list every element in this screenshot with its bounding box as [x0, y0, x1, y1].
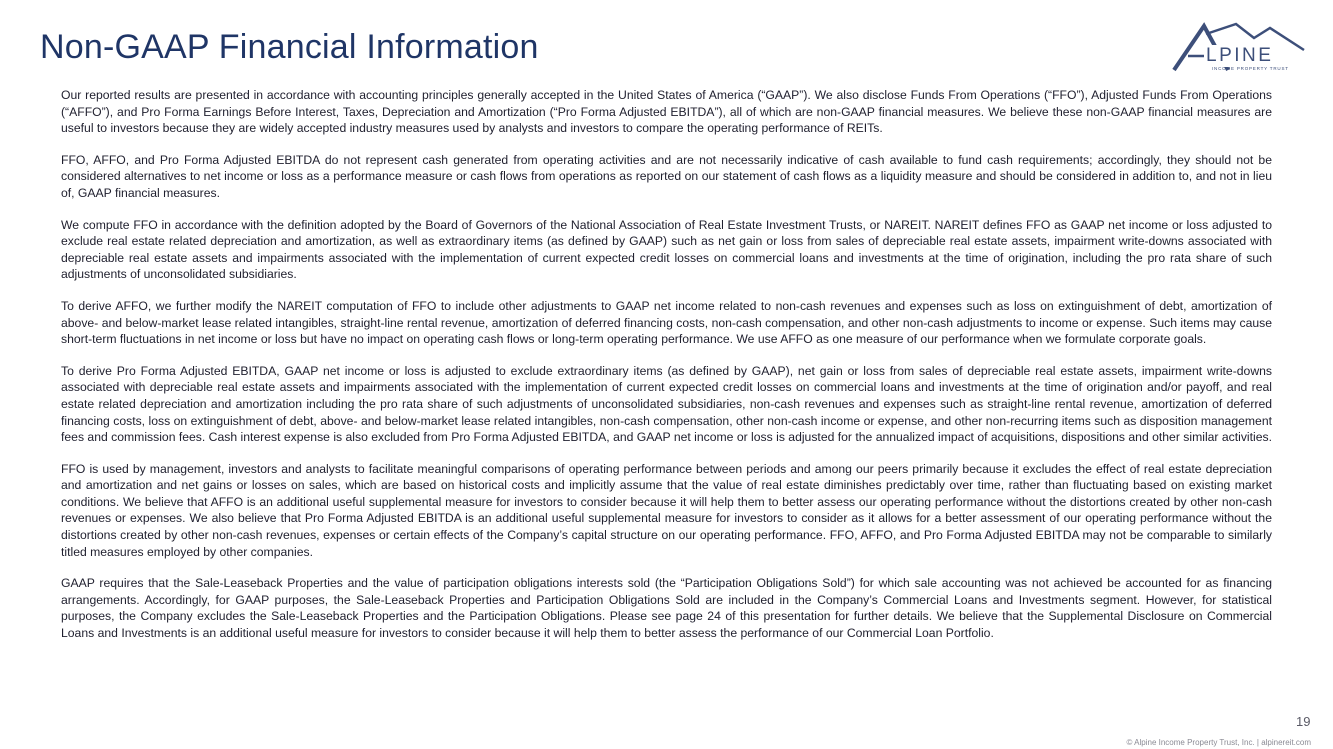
page-title: Non-GAAP Financial Information: [40, 28, 539, 66]
disclosure-text: [61, 87, 1272, 657]
footer-copyright: © Alpine Income Property Trust, Inc. | alpinereit.com: [1126, 738, 1311, 747]
paragraph-ffo-definition: We compute FFO in accordance with the definition adopted by the Board of Governors of the National Association of Real Estate Investment Trusts, or NAREIT. NAREIT defines FFO as GAAP net income or loss adjusted to exclude real estate related depreciation and amortization, as well as extraordinary items (as defined by GAAP) such as net gain or loss from sales of depreciable real estate assets, impairment write-downs associated with depreciable real estate assets and impairments associated with the implementation of current expected credit losses on commercial loans and investments at the time of origination, including the pro rata share of such adjustments of unconsolidated subsidiaries.: [61, 217, 1272, 282]
paragraph-sale-leaseback: GAAP requires that the Sale-Leaseback Properties and the value of participation obligations interests sold (the “Participation Obligations Sold”) for which sale accounting was not achieved be accounted for as financing arrangements. Accordingly, for GAAP purposes, the Sale-Leaseback Properties and Participation Obligations Sold are included in the Company’s Commercial Loans and Investments segment. However, for statistical purposes, the Company excludes the Sale-Leaseback Properties and the Participation Obligations. Please see page 24 of this presentation for further details. We believe that the Supplemental Disclosure on Commercial Loans and Investments is an additional useful measure for investors to consider because it will help them to better assess the performance of our Commercial Loan Portfolio.: [61, 576, 1272, 641]
paragraph-usefulness: FFO is used by management, investors and analysts to facilitate meaningful comparisons of operating performance between periods and among our peers primarily because it excludes the effect of real estate depreciation and amortization and net gains or losses on sales, which are based on historical costs and implicitly assume that the value of real estate diminishes predictably over time, rather than fluctuating based on existing market conditions. We believe that AFFO is an additional useful supplemental measure for investors to consider because it will help them to better assess our operating performance without the distortions created by other non-cash revenues or expenses. We also believe that Pro Forma Adjusted EBITDA is an additional useful supplemental measure for investors to consider as it allows for a better assessment of our operating performance without the distortions created by other non-cash revenues, expenses or certain effects of the Company’s capital structure on our operating performance. FFO, AFFO, and Pro Forma Adjusted EBITDA may not be comparable to similarly titled measures employed by other companies.: [61, 461, 1272, 559]
paragraph-affo-definition: To derive AFFO, we further modify the NAREIT computation of FFO to include other adjustments to GAAP net income related to non-cash revenues and expenses such as loss on extinguishment of debt, amortization of above- and below-market lease related intangibles, straight-line rental revenue, amortization of deferred financing costs, non-cash compensation, and other non-cash adjustments to income or expense. Such items may cause short-term fluctuations in net income or loss but have no impact on operating cash flows or long-term operating performance. We use AFFO as one measure of our performance when we formulate corporate goals.: [61, 298, 1272, 347]
logo-tagline: INCOME PROPERTY TRUST: [1212, 66, 1289, 71]
paragraph-gaap-overview: Our reported results are presented in accordance with accounting principles generally accepted in the United States of America (“GAAP”). We also disclose Funds From Operations (“FFO”), Adjusted Funds From Operations (“AFFO”), and Pro Forma Earnings Before Interest, Taxes, Depreciation and Amortization (“Pro Forma Adjusted EBITDA”), all of which are non-GAAP financial measures. We believe these non-GAAP financial measures are useful to investors because they are widely accepted industry measures used by analysts and investors to compare the operating performance of REITs.: [61, 88, 1272, 136]
paragraph-cash-disclaimer: FFO, AFFO, and Pro Forma Adjusted EBITDA do not represent cash generated from operating activities and are not necessarily indicative of cash available to fund cash requirements; accordingly, they should not be considered alternatives to net income or loss as a performance measure or cash flows from operations as reported on our statement of cash flows as a liquidity measure and should be considered in addition to, and not in lieu of, GAAP financial measures.: [61, 152, 1272, 200]
paragraph-ebitda-definition: To derive Pro Forma Adjusted EBITDA, GAAP net income or loss is adjusted to exclude extraordinary items (as defined by GAAP), net gain or loss from sales of depreciable real estate assets, impairment write-downs associated with depreciable real estate assets and impairments associated with the implementation of current expected credit losses on commercial loans and investments at the time of origination and/or payoff, and real estate related depreciation and amortization including the pro rata share of such adjustments of unconsolidated subsidiaries, non-cash revenues and expenses such as straight-line rental revenue, amortization of deferred financing costs, loss on extinguishment of debt, above- and below-market lease related intangibles, non-cash compensation, other non-cash income or expense, and other non-recurring items such as disposition management fees and commission fees. Cash interest expense is also excluded from Pro Forma Adjusted EBITDA, and GAAP net income or loss is adjusted for the annualized impact of acquisitions, dispositions and other similar activities.: [61, 363, 1272, 445]
page-number: 19: [1296, 714, 1311, 729]
company-logo: [1170, 20, 1310, 74]
logo-wordmark: LPINE: [1206, 45, 1274, 66]
